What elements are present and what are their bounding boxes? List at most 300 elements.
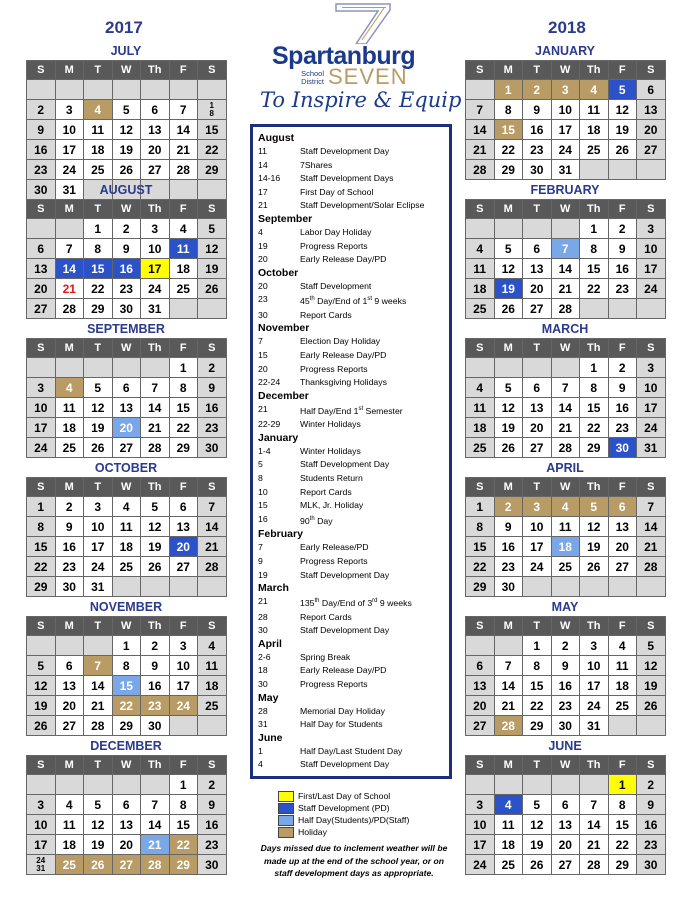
event-description: MLK, Jr. Holiday bbox=[300, 500, 364, 511]
calendar-day: 19 bbox=[637, 676, 666, 696]
empty-day bbox=[55, 80, 84, 100]
events-month-heading: March bbox=[258, 582, 289, 595]
day-header: S bbox=[637, 756, 666, 775]
calendar-day: 19 bbox=[84, 835, 113, 855]
calendar-day: 2 bbox=[637, 775, 666, 795]
empty-day bbox=[55, 219, 84, 239]
calendar-day: 26 bbox=[141, 557, 170, 577]
calendar-day: 6 bbox=[637, 80, 666, 100]
calendar-day: 27 bbox=[141, 160, 170, 180]
calendar-day: 28 bbox=[494, 716, 523, 736]
calendar-day: 4 bbox=[55, 378, 84, 398]
month-april bbox=[465, 459, 665, 598]
event-date: 7 bbox=[258, 336, 263, 347]
event-row bbox=[258, 240, 445, 254]
calendar-day: 22 bbox=[494, 140, 523, 160]
day-header: S bbox=[198, 200, 227, 219]
event-date: 31 bbox=[258, 719, 268, 730]
empty-day bbox=[466, 775, 495, 795]
calendar-day: 19 bbox=[608, 120, 637, 140]
event-row bbox=[258, 499, 445, 513]
event-date: 28 bbox=[258, 611, 268, 622]
calendar-day: 3 bbox=[580, 636, 609, 656]
calendar-day: 25 bbox=[580, 140, 609, 160]
event-description: Staff Development Day bbox=[300, 459, 390, 470]
calendar-day: 17 bbox=[169, 676, 198, 696]
calendar-day: 17 bbox=[27, 835, 56, 855]
event-description: Election Day Holiday bbox=[300, 336, 381, 347]
event-row bbox=[258, 611, 445, 625]
calendar-day: 9 bbox=[551, 656, 580, 676]
calendar-day: 22 bbox=[198, 140, 227, 160]
event-description: Early Release Day/PD bbox=[300, 254, 387, 265]
calendar-day: 19 bbox=[580, 537, 609, 557]
event-description: Labor Day Holiday bbox=[300, 226, 372, 237]
day-header: S bbox=[198, 61, 227, 80]
calendar-day: 26 bbox=[84, 438, 113, 458]
seven-logo-icon bbox=[332, 2, 394, 44]
calendar-day: 1 bbox=[494, 80, 523, 100]
event-description: Early Release Day/PD bbox=[300, 665, 387, 676]
calendar-day: 18 bbox=[466, 418, 495, 438]
event-row bbox=[258, 349, 445, 363]
day-header: M bbox=[494, 478, 523, 497]
events-month-heading: October bbox=[258, 266, 299, 279]
empty-day bbox=[523, 577, 552, 597]
day-header: F bbox=[608, 617, 637, 636]
event-description: Winter Holidays bbox=[300, 419, 361, 430]
calendar-day: 28 bbox=[169, 160, 198, 180]
calendar-day: 25 bbox=[608, 696, 637, 716]
calendar-day: 24 bbox=[523, 557, 552, 577]
calendar-day: 16 bbox=[608, 398, 637, 418]
calendar-day: 2 bbox=[55, 497, 84, 517]
calendar-day: 14 bbox=[141, 398, 170, 418]
calendar-day: 16 bbox=[198, 398, 227, 418]
calendar-day: 9 bbox=[27, 120, 56, 140]
calendar-day: 13 bbox=[55, 676, 84, 696]
calendar-day: 30 bbox=[198, 438, 227, 458]
calendar-day: 4 bbox=[466, 239, 495, 259]
calendar-day: 29 bbox=[84, 299, 113, 319]
calendar-day: 28 bbox=[198, 557, 227, 577]
calendar-day: 28 bbox=[84, 716, 113, 736]
calendar-day: 7 bbox=[580, 795, 609, 815]
calendar-day: 24 bbox=[466, 855, 495, 875]
event-description: 45th Day/End of 1st 9 weeks bbox=[300, 296, 407, 307]
day-header: S bbox=[27, 61, 56, 80]
legend-label: Half Day(Students)/PD(Staff) bbox=[298, 815, 410, 825]
calendar-day: 21 bbox=[169, 140, 198, 160]
event-row bbox=[258, 145, 445, 159]
calendar-day: 24 31 bbox=[27, 855, 56, 875]
event-row bbox=[258, 718, 445, 732]
calendar-day: 2 bbox=[198, 358, 227, 378]
calendar-day: 10 bbox=[84, 517, 113, 537]
event-description: Half Day/End 1st Semester bbox=[300, 405, 403, 416]
month-december bbox=[26, 737, 226, 876]
calendar-day: 4 bbox=[608, 636, 637, 656]
calendar-day: 23 bbox=[55, 557, 84, 577]
calendar-day: 19 bbox=[198, 259, 227, 279]
calendar-day: 27 bbox=[523, 438, 552, 458]
event-description: Progress Reports bbox=[300, 555, 368, 566]
calendar-day: 6 bbox=[141, 100, 170, 120]
empty-day bbox=[84, 636, 113, 656]
calendar-day: 8 bbox=[169, 795, 198, 815]
calendar-day: 4 bbox=[551, 497, 580, 517]
empty-day bbox=[27, 636, 56, 656]
calendar-day: 2 bbox=[608, 358, 637, 378]
calendar-day: 10 bbox=[27, 398, 56, 418]
empty-day bbox=[198, 299, 227, 319]
event-description: Staff Development Day bbox=[300, 625, 390, 636]
calendar-day: 23 bbox=[112, 279, 141, 299]
calendar-day: 20 bbox=[55, 696, 84, 716]
calendar-day: 13 bbox=[141, 120, 170, 140]
calendar-day: 13 bbox=[523, 398, 552, 418]
calendar-day: 5 bbox=[637, 636, 666, 656]
event-row bbox=[258, 376, 445, 390]
day-header: M bbox=[494, 61, 523, 80]
calendar-day: 13 bbox=[112, 815, 141, 835]
calendar-day: 20 bbox=[466, 696, 495, 716]
calendar-day: 11 bbox=[608, 656, 637, 676]
day-header: M bbox=[55, 478, 84, 497]
day-header: T bbox=[84, 478, 113, 497]
calendar-day: 21 bbox=[551, 418, 580, 438]
calendar-day: 11 bbox=[494, 815, 523, 835]
calendar-day: 4 bbox=[494, 795, 523, 815]
day-header: Th bbox=[141, 61, 170, 80]
calendar-day: 23 bbox=[27, 160, 56, 180]
event-date: 1 bbox=[258, 745, 263, 756]
calendar-day: 30 bbox=[198, 855, 227, 875]
calendar-day: 10 bbox=[551, 100, 580, 120]
event-description: Report Cards bbox=[300, 611, 352, 622]
calendar-day: 15 bbox=[84, 259, 113, 279]
day-header: T bbox=[84, 339, 113, 358]
event-row bbox=[258, 363, 445, 377]
calendar-day: 12 bbox=[198, 239, 227, 259]
calendar-day: 14 bbox=[551, 259, 580, 279]
empty-day bbox=[141, 775, 170, 795]
calendar-day: 6 bbox=[551, 795, 580, 815]
day-header: S bbox=[198, 756, 227, 775]
calendar-day: 27 bbox=[523, 299, 552, 319]
calendar-day: 29 bbox=[112, 716, 141, 736]
event-row bbox=[258, 745, 445, 759]
calendar-day: 26 bbox=[494, 438, 523, 458]
month-title: MARCH bbox=[541, 322, 589, 336]
empty-day bbox=[637, 577, 666, 597]
event-description: Progress Reports bbox=[300, 678, 368, 689]
month-grid bbox=[465, 199, 666, 319]
empty-day bbox=[112, 775, 141, 795]
event-date: 15 bbox=[258, 500, 268, 511]
calendar-day: 27 bbox=[637, 140, 666, 160]
calendar-day: 15 bbox=[580, 259, 609, 279]
calendar-day: 20 bbox=[141, 140, 170, 160]
event-row bbox=[258, 486, 445, 500]
calendar-day: 11 bbox=[551, 517, 580, 537]
calendar-day: 31 bbox=[551, 160, 580, 180]
day-header: M bbox=[55, 756, 84, 775]
calendar-day: 5 bbox=[141, 497, 170, 517]
calendar-day: 12 bbox=[637, 656, 666, 676]
event-description: Early Release Day/PD bbox=[300, 350, 387, 361]
calendar-day: 30 bbox=[112, 299, 141, 319]
calendar-day: 19 bbox=[494, 279, 523, 299]
empty-day bbox=[466, 80, 495, 100]
calendar-day: 21 bbox=[580, 835, 609, 855]
day-header: F bbox=[608, 756, 637, 775]
day-header: T bbox=[523, 478, 552, 497]
calendar-day: 20 bbox=[112, 418, 141, 438]
calendar-day: 16 bbox=[55, 537, 84, 557]
event-date: 22-29 bbox=[258, 419, 281, 430]
day-header: M bbox=[55, 200, 84, 219]
day-header: T bbox=[523, 200, 552, 219]
calendar-day: 28 bbox=[55, 299, 84, 319]
month-february bbox=[465, 181, 665, 320]
day-header: F bbox=[169, 200, 198, 219]
day-header: S bbox=[637, 61, 666, 80]
calendar-day: 19 bbox=[523, 835, 552, 855]
calendar-day: 11 bbox=[169, 239, 198, 259]
calendar-day: 26 bbox=[84, 855, 113, 875]
calendar-day: 17 bbox=[523, 537, 552, 557]
calendar-day: 21 bbox=[141, 835, 170, 855]
calendar-day: 30 bbox=[551, 716, 580, 736]
calendar-day: 14 bbox=[637, 517, 666, 537]
day-header: S bbox=[198, 478, 227, 497]
calendar-day: 25 bbox=[169, 279, 198, 299]
calendar-day: 29 bbox=[523, 716, 552, 736]
calendar-day: 16 bbox=[27, 140, 56, 160]
empty-day bbox=[198, 80, 227, 100]
calendar-day: 10 bbox=[580, 656, 609, 676]
empty-day bbox=[55, 636, 84, 656]
calendar-day: 7 bbox=[141, 378, 170, 398]
event-row bbox=[258, 458, 445, 472]
day-header: Th bbox=[141, 617, 170, 636]
calendar-day: 14 bbox=[169, 120, 198, 140]
calendar-day: 1 bbox=[84, 219, 113, 239]
events-month-heading: September bbox=[258, 212, 313, 225]
calendar-day: 29 bbox=[27, 577, 56, 597]
calendar-day: 11 bbox=[112, 517, 141, 537]
calendar-day: 5 bbox=[112, 100, 141, 120]
day-header: F bbox=[169, 61, 198, 80]
empty-day bbox=[494, 636, 523, 656]
calendar-day: 9 bbox=[141, 656, 170, 676]
calendar-day: 20 bbox=[27, 279, 56, 299]
day-header: Th bbox=[141, 200, 170, 219]
events-month-heading: January bbox=[258, 431, 299, 444]
calendar-day: 5 bbox=[84, 378, 113, 398]
day-header: F bbox=[608, 61, 637, 80]
events-month-heading: June bbox=[258, 731, 283, 744]
calendar-day: 6 bbox=[169, 497, 198, 517]
calendar-day: 22 bbox=[580, 418, 609, 438]
calendar-day: 25 bbox=[466, 299, 495, 319]
day-header: M bbox=[55, 339, 84, 358]
event-date: 28 bbox=[258, 705, 268, 716]
calendar-day: 7 bbox=[198, 497, 227, 517]
calendar-day: 13 bbox=[466, 676, 495, 696]
day-header: F bbox=[169, 339, 198, 358]
event-description: Spring Break bbox=[300, 651, 351, 662]
event-row bbox=[258, 309, 445, 323]
calendar-day: 2 bbox=[112, 219, 141, 239]
calendar-day: 8 bbox=[608, 795, 637, 815]
empty-day bbox=[523, 775, 552, 795]
calendar-day: 29 bbox=[198, 160, 227, 180]
calendar-day: 12 bbox=[580, 517, 609, 537]
calendar-day: 18 bbox=[84, 140, 113, 160]
calendar-day: 7 bbox=[551, 378, 580, 398]
day-header: M bbox=[494, 756, 523, 775]
calendar-day: 20 bbox=[523, 418, 552, 438]
day-header: S bbox=[466, 200, 495, 219]
empty-day bbox=[551, 219, 580, 239]
legend-item bbox=[278, 826, 409, 838]
calendar-day: 11 bbox=[198, 656, 227, 676]
legend-label: Staff Development (PD) bbox=[298, 803, 390, 813]
event-date: 18 bbox=[258, 665, 268, 676]
calendar-day: 16 bbox=[198, 815, 227, 835]
event-row bbox=[258, 445, 445, 459]
day-header: S bbox=[637, 339, 666, 358]
day-header: S bbox=[27, 339, 56, 358]
month-title: AUGUST bbox=[99, 183, 153, 197]
day-header: Th bbox=[141, 756, 170, 775]
empty-day bbox=[580, 160, 609, 180]
calendar-day: 26 bbox=[637, 696, 666, 716]
calendar-day: 22 bbox=[608, 835, 637, 855]
calendar-day: 1 bbox=[580, 219, 609, 239]
calendar-day: 3 bbox=[466, 795, 495, 815]
event-description: Progress Reports bbox=[300, 240, 368, 251]
day-header: W bbox=[112, 200, 141, 219]
calendar-day: 28 bbox=[466, 160, 495, 180]
event-description: Staff Development Day bbox=[300, 146, 390, 156]
calendar-day: 1 8 bbox=[198, 100, 227, 120]
event-date: 21 bbox=[258, 200, 268, 211]
calendar-day: 11 bbox=[466, 259, 495, 279]
calendar-day: 18 bbox=[580, 120, 609, 140]
day-header: T bbox=[523, 617, 552, 636]
month-title: DECEMBER bbox=[90, 739, 162, 753]
events-list bbox=[250, 124, 452, 779]
inclement-weather-note: Days missed due to inclement weather will be made up at the end of the school year, or on staff development days as appropriate. bbox=[260, 843, 448, 878]
calendar-day: 17 bbox=[580, 676, 609, 696]
month-may bbox=[465, 598, 665, 737]
calendar-day: 17 bbox=[551, 120, 580, 140]
event-row bbox=[258, 664, 445, 678]
day-header: S bbox=[198, 617, 227, 636]
empty-day bbox=[494, 358, 523, 378]
calendar-day: 17 bbox=[637, 259, 666, 279]
day-header: F bbox=[169, 478, 198, 497]
calendar-day: 15 bbox=[112, 676, 141, 696]
month-title: OCTOBER bbox=[94, 461, 158, 475]
month-grid bbox=[465, 60, 666, 180]
event-date: 7 bbox=[258, 542, 263, 553]
empty-day bbox=[523, 219, 552, 239]
calendar-day: 5 bbox=[494, 239, 523, 259]
calendar-day: 5 bbox=[580, 497, 609, 517]
empty-day bbox=[608, 716, 637, 736]
calendar-day: 3 bbox=[169, 636, 198, 656]
calendar-day: 12 bbox=[523, 815, 552, 835]
legend-swatch bbox=[278, 827, 294, 838]
calendar-day: 20 bbox=[608, 537, 637, 557]
calendar-day: 18 bbox=[466, 279, 495, 299]
day-header: W bbox=[551, 756, 580, 775]
calendar-day: 11 bbox=[466, 398, 495, 418]
calendar-day: 26 bbox=[112, 160, 141, 180]
legend-item bbox=[278, 814, 409, 826]
day-header: T bbox=[84, 756, 113, 775]
district-logo bbox=[262, 2, 462, 114]
month-title: JULY bbox=[110, 44, 142, 58]
event-date: 11 bbox=[258, 146, 268, 156]
event-row bbox=[258, 541, 445, 555]
calendar-day: 18 bbox=[55, 418, 84, 438]
calendar-day: 30 bbox=[27, 180, 56, 200]
event-row bbox=[258, 418, 445, 432]
calendar-day: 7 bbox=[466, 100, 495, 120]
month-title: FEBRUARY bbox=[530, 183, 600, 197]
day-header: W bbox=[112, 339, 141, 358]
calendar-day: 21 bbox=[55, 279, 84, 299]
calendar-day: 16 bbox=[608, 259, 637, 279]
event-date: 14-16 bbox=[258, 173, 281, 184]
calendar-day: 22 bbox=[112, 696, 141, 716]
calendar-day: 25 bbox=[55, 438, 84, 458]
month-august bbox=[26, 181, 226, 320]
calendar-day: 13 bbox=[112, 398, 141, 418]
empty-day bbox=[580, 577, 609, 597]
empty-day bbox=[551, 577, 580, 597]
calendar-day: 15 bbox=[27, 537, 56, 557]
event-description: Progress Reports bbox=[300, 363, 368, 374]
calendar-day: 23 bbox=[608, 418, 637, 438]
day-header: S bbox=[198, 339, 227, 358]
calendar-day: 23 bbox=[608, 279, 637, 299]
month-march bbox=[465, 320, 665, 459]
calendar-day: 31 bbox=[580, 716, 609, 736]
day-header: S bbox=[27, 756, 56, 775]
calendar-day: 9 bbox=[55, 517, 84, 537]
calendar-day: 9 bbox=[523, 100, 552, 120]
day-header: Th bbox=[580, 200, 609, 219]
event-date: 30 bbox=[258, 625, 268, 636]
calendar-day: 4 bbox=[580, 80, 609, 100]
event-description: Report Cards bbox=[300, 309, 352, 320]
event-date: 30 bbox=[258, 309, 268, 320]
calendar-day: 15 bbox=[523, 676, 552, 696]
calendar-day: 27 bbox=[466, 716, 495, 736]
calendar-day: 24 bbox=[580, 696, 609, 716]
calendar-day: 13 bbox=[523, 259, 552, 279]
calendar-day: 27 bbox=[112, 855, 141, 875]
calendar-day: 30 bbox=[523, 160, 552, 180]
day-header: S bbox=[466, 756, 495, 775]
day-header: W bbox=[551, 61, 580, 80]
